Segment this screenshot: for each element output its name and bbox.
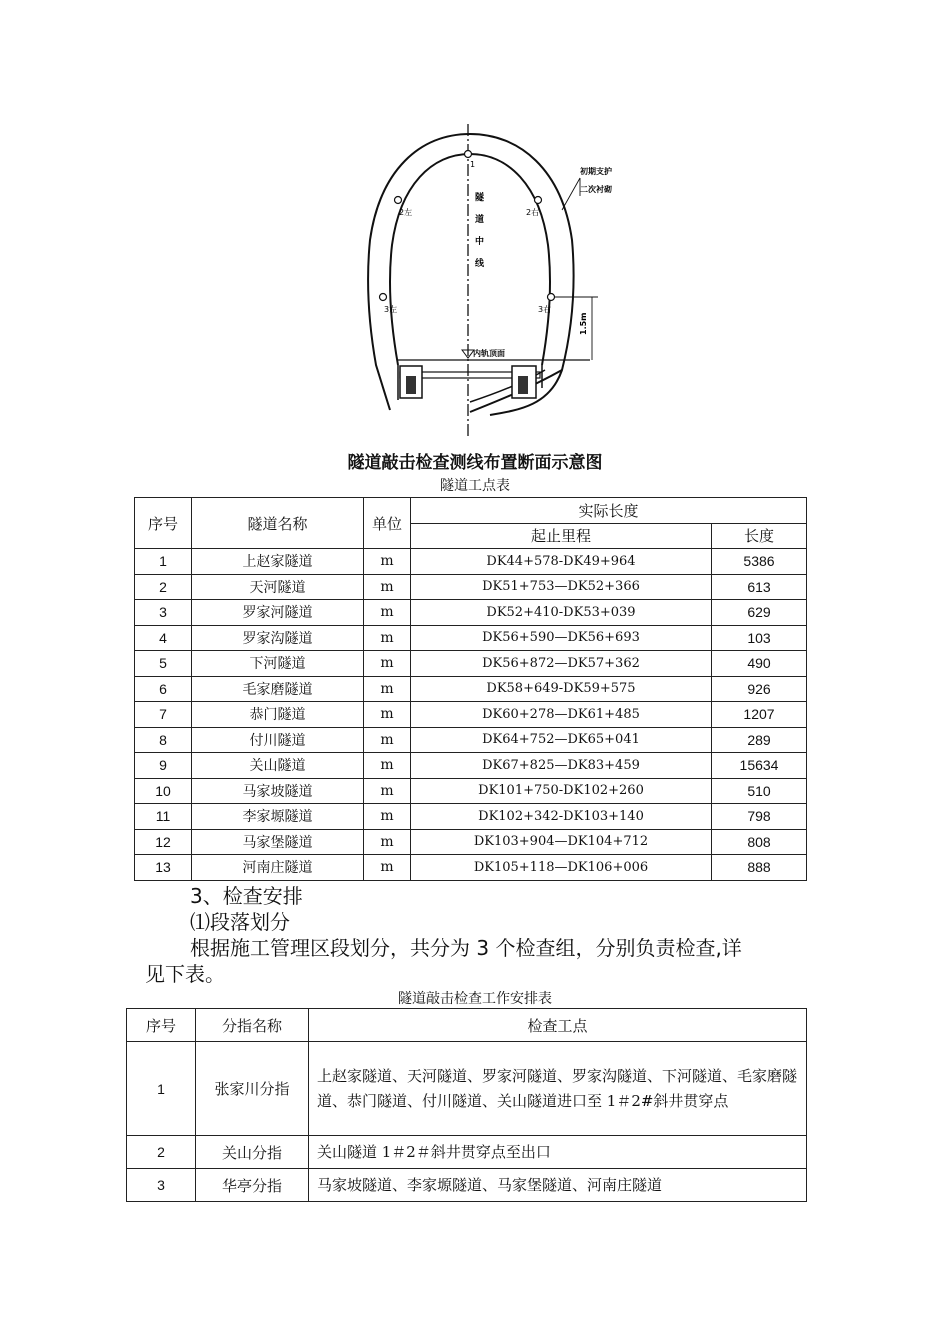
table-row <box>135 829 807 855</box>
cell-points: 上赵家隧道、天河隧道、罗家河隧道、罗家沟隧道、下河隧道、毛家磨隧道、恭门隧道、付川隧道、关山隧道进口至 1＃2#斜井贯穿点 <box>309 1042 807 1136</box>
cell-length: 629 <box>712 600 807 626</box>
cell-index: 2 <box>127 1136 196 1169</box>
cell-mileage: DK64+752—DK65+041 <box>411 727 712 753</box>
cell-unit: m <box>364 778 411 804</box>
label-p3-left: 3左 <box>384 305 398 314</box>
table1-caption: 隧道工点表 <box>440 478 510 494</box>
table-row <box>135 804 807 830</box>
cell-length: 103 <box>712 625 807 651</box>
paragraph-line-1: 根据施工管理区段划分，共分为 3 个检查组，分别负责检查,详 <box>190 936 742 960</box>
measure-point-2-left <box>395 197 402 204</box>
table-row <box>135 625 807 651</box>
th-unit: 单位 <box>364 498 411 549</box>
cell-unit: m <box>364 702 411 728</box>
paragraph-line-2: 见下表。 <box>145 962 225 986</box>
th2-name: 分指名称 <box>196 1009 309 1042</box>
cell-mileage: DK52+410-DK53+039 <box>411 600 712 626</box>
cell-index: 3 <box>135 600 192 626</box>
cell-unit: m <box>364 855 411 881</box>
centerline-char: 中 <box>475 237 485 247</box>
cell-unit: m <box>364 549 411 575</box>
cell-unit: m <box>364 625 411 651</box>
cell-tunnel-name: 马家堡隧道 <box>192 829 364 855</box>
section-heading: 3、检查安排 <box>190 884 303 908</box>
tunnel-points-table <box>134 497 807 881</box>
table2-caption: 隧道敲击检查工作安排表 <box>398 991 552 1007</box>
th-mileage: 起止里程 <box>411 523 712 549</box>
label-p2-right: 2右 <box>526 208 540 217</box>
label-dimension: 1.5m <box>579 312 588 335</box>
cell-name: 关山分指 <box>196 1136 309 1169</box>
table-row <box>135 676 807 702</box>
inspection-schedule-table <box>126 1008 807 1202</box>
cell-length: 1207 <box>712 702 807 728</box>
cell-length: 613 <box>712 574 807 600</box>
cell-mileage: DK102+342-DK103+140 <box>411 804 712 830</box>
cell-length: 289 <box>712 727 807 753</box>
figure-caption: 隧道敲击检查测线布置断面示意图 <box>347 453 603 473</box>
cell-mileage: DK56+590—DK56+693 <box>411 625 712 651</box>
label-p2-left: 2左 <box>399 208 413 217</box>
table1-body <box>135 549 807 881</box>
th-length: 长度 <box>712 523 807 549</box>
diagram-svg <box>340 120 630 440</box>
cell-tunnel-name: 毛家磨隧道 <box>192 676 364 702</box>
cell-index: 1 <box>127 1042 196 1136</box>
cell-index: 4 <box>135 625 192 651</box>
table-row <box>135 855 807 881</box>
cell-tunnel-name: 天河隧道 <box>192 574 364 600</box>
measure-point-3-right <box>548 294 555 301</box>
cell-name: 华亭分指 <box>196 1169 309 1202</box>
cell-index: 12 <box>135 829 192 855</box>
cell-index: 11 <box>135 804 192 830</box>
cell-index: 10 <box>135 778 192 804</box>
cell-length: 926 <box>712 676 807 702</box>
cell-mileage: DK44+578-DK49+964 <box>411 549 712 575</box>
cell-tunnel-name: 罗家河隧道 <box>192 600 364 626</box>
label-centerline <box>475 191 485 269</box>
cell-index: 9 <box>135 753 192 779</box>
cell-unit: m <box>364 651 411 677</box>
th-actual-length: 实际长度 <box>411 498 807 524</box>
cell-mileage: DK56+872—DK57+362 <box>411 651 712 677</box>
cell-mileage: DK58+649-DK59+575 <box>411 676 712 702</box>
cell-unit: m <box>364 829 411 855</box>
cell-length: 5386 <box>712 549 807 575</box>
cell-name: 张家川分指 <box>196 1042 309 1136</box>
table2-row <box>127 1169 807 1202</box>
table-row <box>135 702 807 728</box>
measure-point-1 <box>465 151 472 158</box>
label-initial-support: 初期支护 <box>580 167 612 176</box>
table-row <box>135 600 807 626</box>
cell-mileage: DK101+750-DK102+260 <box>411 778 712 804</box>
table-row <box>135 651 807 677</box>
cell-mileage: DK103+904—DK104+712 <box>411 829 712 855</box>
cell-unit: m <box>364 676 411 702</box>
cell-length: 490 <box>712 651 807 677</box>
cell-length: 798 <box>712 804 807 830</box>
cell-mileage: DK51+753—DK52+366 <box>411 574 712 600</box>
rail-right-inner <box>518 376 528 394</box>
table-row <box>135 753 807 779</box>
cell-index: 5 <box>135 651 192 677</box>
label-rail-surface: 内轨顶面 <box>473 349 505 358</box>
cell-tunnel-name: 付川隧道 <box>192 727 364 753</box>
cell-index: 8 <box>135 727 192 753</box>
cell-unit: m <box>364 727 411 753</box>
cell-length: 15634 <box>712 753 807 779</box>
centerline-char: 线 <box>475 259 485 269</box>
table-row <box>135 574 807 600</box>
label-p1: 1 <box>470 160 476 169</box>
leader-line <box>562 178 580 210</box>
rail-left-inner <box>406 376 416 394</box>
cell-tunnel-name: 马家坡隧道 <box>192 778 364 804</box>
centerline-char: 道 <box>475 215 485 225</box>
table-row <box>135 727 807 753</box>
cell-tunnel-name: 上赵家隧道 <box>192 549 364 575</box>
cell-unit: m <box>364 600 411 626</box>
th2-points: 检查工点 <box>309 1009 807 1042</box>
cell-index: 3 <box>127 1169 196 1202</box>
cell-tunnel-name: 罗家沟隧道 <box>192 625 364 651</box>
inner-lining <box>390 154 550 365</box>
cell-mileage: DK67+825—DK83+459 <box>411 753 712 779</box>
table-row <box>135 549 807 575</box>
cell-tunnel-name: 下河隧道 <box>192 651 364 677</box>
th-name: 隧道名称 <box>192 498 364 549</box>
cell-tunnel-name: 关山隧道 <box>192 753 364 779</box>
cell-index: 6 <box>135 676 192 702</box>
cell-index: 13 <box>135 855 192 881</box>
cell-index: 2 <box>135 574 192 600</box>
th-index: 序号 <box>135 498 192 549</box>
cell-points: 马家坡隧道、李家塬隧道、马家堡隧道、河南庄隧道 <box>309 1169 807 1202</box>
centerline-char: 隧 <box>475 193 485 203</box>
measure-point-2-right <box>535 197 542 204</box>
cell-unit: m <box>364 753 411 779</box>
table2-row <box>127 1136 807 1169</box>
table-row <box>135 778 807 804</box>
cell-tunnel-name: 河南庄隧道 <box>192 855 364 881</box>
cell-tunnel-name: 恭门隧道 <box>192 702 364 728</box>
cell-length: 808 <box>712 829 807 855</box>
measure-point-3-left <box>380 294 387 301</box>
cell-mileage: DK60+278—DK61+485 <box>411 702 712 728</box>
cell-length: 510 <box>712 778 807 804</box>
label-p3-right: 3右 <box>538 305 552 314</box>
cell-length: 888 <box>712 855 807 881</box>
cell-index: 1 <box>135 549 192 575</box>
label-secondary-lining: 二次衬砌 <box>580 185 612 194</box>
cell-tunnel-name: 李家塬隧道 <box>192 804 364 830</box>
cell-unit: m <box>364 574 411 600</box>
cell-index: 7 <box>135 702 192 728</box>
cell-points: 关山隧道 1＃2＃斜井贯穿点至出口 <box>309 1136 807 1169</box>
th2-index: 序号 <box>127 1009 196 1042</box>
cell-unit: m <box>364 804 411 830</box>
tunnel-cross-section-diagram <box>340 120 630 440</box>
section-subheading: ⑴段落划分 <box>190 910 290 934</box>
table2-row <box>127 1042 807 1136</box>
cell-mileage: DK105+118—DK106+006 <box>411 855 712 881</box>
